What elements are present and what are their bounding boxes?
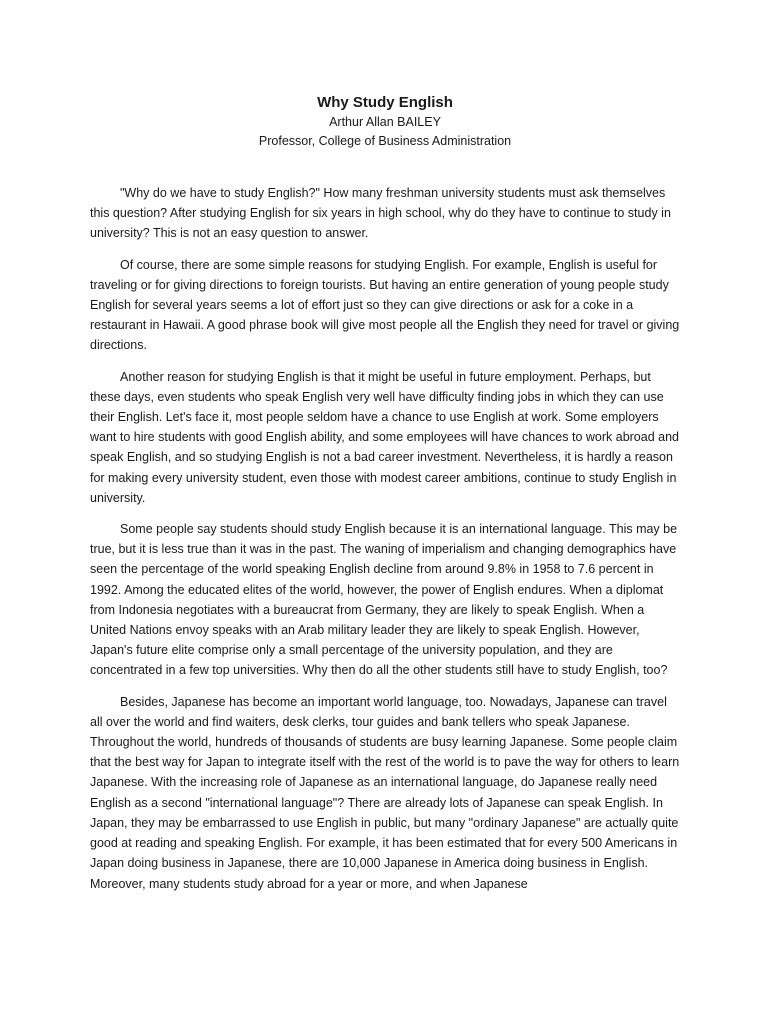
author-affiliation: Professor, College of Business Administration — [258, 134, 512, 148]
document-title: Why Study English — [317, 94, 453, 111]
document-body — [90, 183, 680, 894]
paragraph: Some people say students should study English because it is an international language. This may be true, but it is less true than it was in the past. The waning of imperialism and changing demographics have seen the percentage of the world speaking English decline from around 9.8% in 1958 to 7.6 percent in 1992. Among the educated elites of the world, however, the power of English endures. When a diplomat from Indonesia negotiates with a bureaucrat from Germany, they are likely to speak English. When a United Nations envoy speaks with an Arab military leader they are likely to speak English. However, Japan's future elite comprise only a small percentage of the university population, and they are concentrated in a few top universities. Why then do all the other students still have to study English, too? — [90, 522, 678, 678]
paragraph: "Why do we have to study English?" How many freshman university students must ask themselves this question? After studying English for six years in high school, why do they have to continue to study in university? This is not an easy question to answer. — [90, 186, 671, 241]
document-page — [90, 93, 680, 905]
paragraph: Besides, Japanese has become an important world language, too. Nowadays, Japanese can travel all over the world and find waiters, desk clerks, tour guides and bank tellers who speak Japanese. Throughout the world, hundreds of thousands of students are busy learning Japanese. Some people claim that the best way for Japan to integrate itself with the rest of the world is to pave the way for others to learn Japanese. With the increasing role of Japanese as an international language, do Japanese really need English as a second "international language"? There are already lots of Japanese can speak English. In Japan, they may be embarrassed to use English in public, but many "ordinary Japanese" are actually quite good at reading and speaking English. For example, it has been estimated that for every 500 Americans in Japan doing business in Japanese, there are 10,000 Japanese in America doing business in English. Moreover, many students study abroad for a year or more, and when Japanese — [90, 694, 680, 891]
paragraph: Of course, there are some simple reasons for studying English. For example, English is useful for traveling or for giving directions to foreign tourists. But having an entire generation of young people study English for several years seems a lot of effort just so they can give directions or ask for a coke in a restaurant in Hawaii. A good phrase book will give most people all the English they need for travel or giving directions. — [90, 257, 680, 353]
author-name: Arthur Allan BAILEY — [329, 115, 441, 129]
paragraph: Another reason for studying English is that it might be useful in future employment. Perhaps, but these days, even students who speak English very well have difficulty finding jobs in which they can use their English. Let's face it, most people seldom have a chance to use English at work. Some employers want to hire students with good English ability, and some employees will have chances to work abroad and speak English, and so studying English is not a bad career investment. Nevertheless, it is hardly a reason for making every university student, even those with modest career ambitions, continue to study English in university. — [90, 369, 679, 505]
